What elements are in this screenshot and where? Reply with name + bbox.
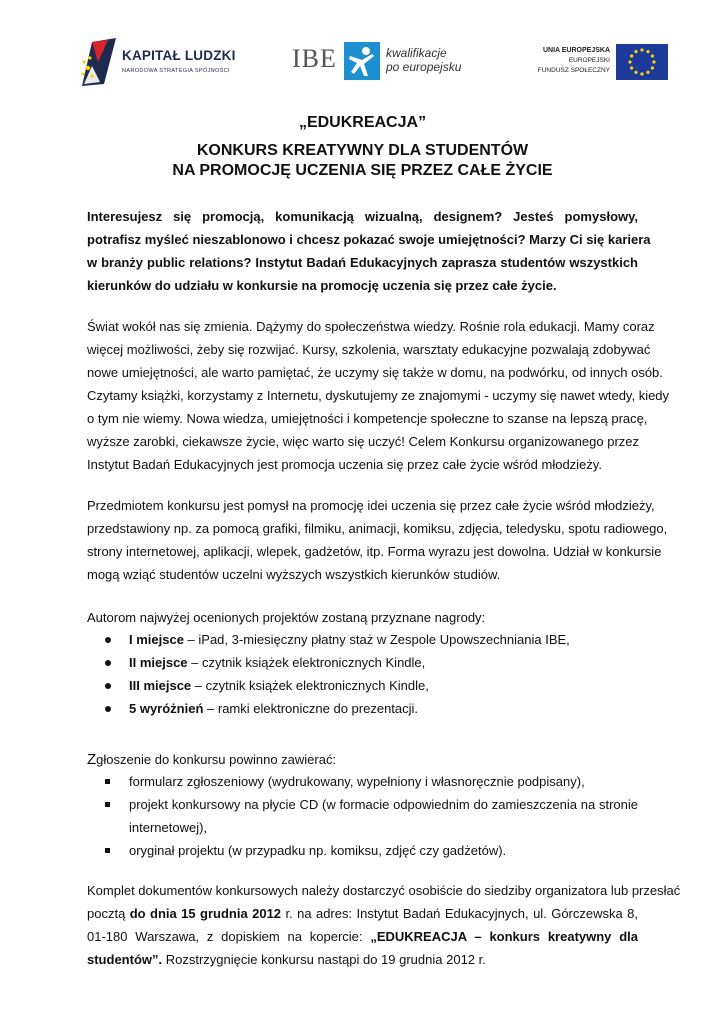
bullet-dot-icon [105,628,111,651]
prize-desc: – czytnik książek elektronicznych Kindle, [187,655,426,670]
closing-l2a: pocztą [87,906,130,921]
prize-desc: – ramki elektroniczne do prezentacji. [203,701,419,716]
paragraph-line: Przedmiotem konkursu jest pomysł na promocję idei uczenia się przez całe życie wśród młodzieży, [87,498,655,513]
eu-text [538,46,610,76]
ibe-tagline-line1: kwalifikacje [386,46,447,60]
deadline-date: do dnia 15 grudnia 2012 [129,906,282,921]
closing-l2c: r. na adres: Instytut Badań Edukacyjnych, ul. Górczewska 8, [281,906,638,921]
intro-line: Interesujesz się promocją, komunikacją wizualną, designem? Jesteś pomysłowy, [87,209,638,224]
list-item [105,839,638,862]
kapital-ludzki-title: KAPITAŁ LUDZKI [122,48,236,63]
eu-line3: FUNDUSZ SPOŁECZNY [537,67,610,74]
prizes-list [105,628,638,720]
requirement-text: projekt konkursowy na płycie CD (w formacie odpowiednim do zamieszczenia na stronie [129,797,638,812]
prizes-intro-text: Autorom najwyżej ocenionych projektów zostaną przyznane nagrody: [87,610,486,625]
ibe-wordmark: IBE [292,44,337,73]
paragraph-line: mogą wziąć studentów uczelni wyższych wszystkich kierunków studiów. [87,567,501,582]
requirements-intro-rest: głoszenie do konkursu powinno zawierać: [96,752,337,767]
paragraph-line: Czytamy książki, korzystamy z Internetu, dyskutujemy ze znajomymi - uczymy się nawet wtedy, kiedy [87,388,670,403]
bullet-square-icon [105,839,110,862]
eu-line2: EUROPEJSKI [568,57,610,64]
list-item [105,697,638,720]
closing-paragraph [87,879,681,971]
requirements-list [105,770,638,862]
ibe-figure-icon [344,42,380,80]
ibe-tagline-line2: po europejsku [386,60,462,74]
bullet-square-icon [105,770,110,793]
kapital-ludzki-subtitle: NARODOWA STRATEGIA SPÓJNOŚCI [122,68,230,74]
intro-line: w branży public relations? Instytut Badań Edukacyjnych zaprasza studentów wszystkich [87,255,638,270]
list-item [105,793,638,839]
requirement-text: oryginał projektu (w przypadku np. komiksu, zdjęć czy gadżetów). [129,843,507,858]
header-logos [78,36,668,88]
title-line2: KONKURS KREATYWNY DLA STUDENTÓW [196,142,529,159]
bullet-square-icon [105,793,110,816]
list-item [105,674,638,697]
bullet-dot-icon [105,651,111,674]
bullet-dot-icon [105,674,111,697]
title-line3: NA PROMOCJĘ UCZENIA SIĘ PRZEZ CAŁE ŻYCIE [172,162,553,179]
requirement-text: internetowej), [129,820,208,835]
prizes-intro [87,606,638,629]
intro-line: potrafisz myśleć nieszablonowo i chcesz pokazać swoje umiejętności? Marzy Ci się kariera [87,232,651,247]
requirement-text: formularz zgłoszeniowy (wydrukowany, wypełniony i własnoręcznie podpisany), [129,774,585,789]
intro-line: kierunków do udziału w konkursie na promocję uczenia się przez całe życie. [87,278,557,293]
eu-line1: UNIA EUROPEJSKA [542,47,610,54]
prize-place: II miejsce [129,655,188,670]
kapital-ludzki-logo [78,36,248,88]
paragraph-line: strony internetowej, aplikacji, wlepek, gadżetów, itp. Forma wyrazu jest dowolna. Udział w konkursie [87,544,662,559]
paragraph-line: Instytut Badań Edukacyjnych jest promocja uczenia się przez całe życie wśród młodzieży. [87,457,602,472]
ibe-tagline [386,46,461,74]
closing-l4b: Rozstrzygnięcie konkursu nastąpi do 19 grudnia 2012 r. [162,952,486,967]
envelope-note-end: studentów”. [87,952,163,967]
title-edukreacja: „EDUKREACJA” [298,114,427,131]
envelope-note: „EDUKREACJA – konkurs kreatywny dla [370,929,638,944]
list-item [105,651,638,674]
closing-line: Komplet dokumentów konkursowych należy dostarczyć osobiście do siedziby organizatora lub przesłać [87,883,681,898]
paragraph-line: przedstawiony np. za pomocą grafiki, filmiku, animacji, komiksu, zdjęcia, teledysku, spotu radiowego, [87,521,668,536]
eu-flag-icon [616,44,668,80]
requirements-intro [87,748,638,771]
list-item [105,770,638,793]
closing-line [87,925,638,948]
paragraph-subject [87,494,668,586]
closing-line [87,948,638,971]
ibe-logo [292,42,482,84]
prize-place: I miejsce [129,632,184,647]
paragraph-line: Świat wokół nas się zmienia. Dążymy do społeczeństwa wiedzy. Rośnie rola edukacji. Mamy coraz [87,319,655,334]
paragraph-world-changes [87,315,670,476]
bullet-dot-icon [105,697,111,720]
closing-line [87,902,638,925]
requirements-intro-text [87,748,638,771]
closing-l3a: 01-180 Warszawa, z dopiskiem na kopercie: [87,929,371,944]
eu-logo [508,44,668,84]
requirements-intro-first: Z [87,751,97,768]
kapital-ludzki-emblem-icon [78,36,118,88]
prize-desc: – czytnik książek elektronicznych Kindle, [191,678,429,693]
paragraph-line: więcej możliwości, żeby się rozwijać. Kursy, szkolenia, warsztaty edukacyjne pozwalają zdobywać [87,342,651,357]
prize-place: III miejsce [129,678,192,693]
paragraph-line: wyższe zarobki, ciekawsze życie, więc warto się uczyć! Celem Konkursu organizowanego przez [87,434,639,449]
paragraph-line: o tym nie wiemy. Nowa wiedza, umiejętności i kompetencje społeczne to szanse na lepszą pracę, [87,411,648,426]
list-item [105,628,638,651]
intro-paragraph [87,205,651,297]
paragraph-line: nowe umiejętności, ale warto pamiętać, że uczymy się także w domu, na podwórku, od innych osób. [87,365,663,380]
prize-desc: – iPad, 3-miesięczny płatny staż w Zespole Upowszechniania IBE, [183,632,570,647]
prize-place: 5 wyróżnień [129,701,204,716]
